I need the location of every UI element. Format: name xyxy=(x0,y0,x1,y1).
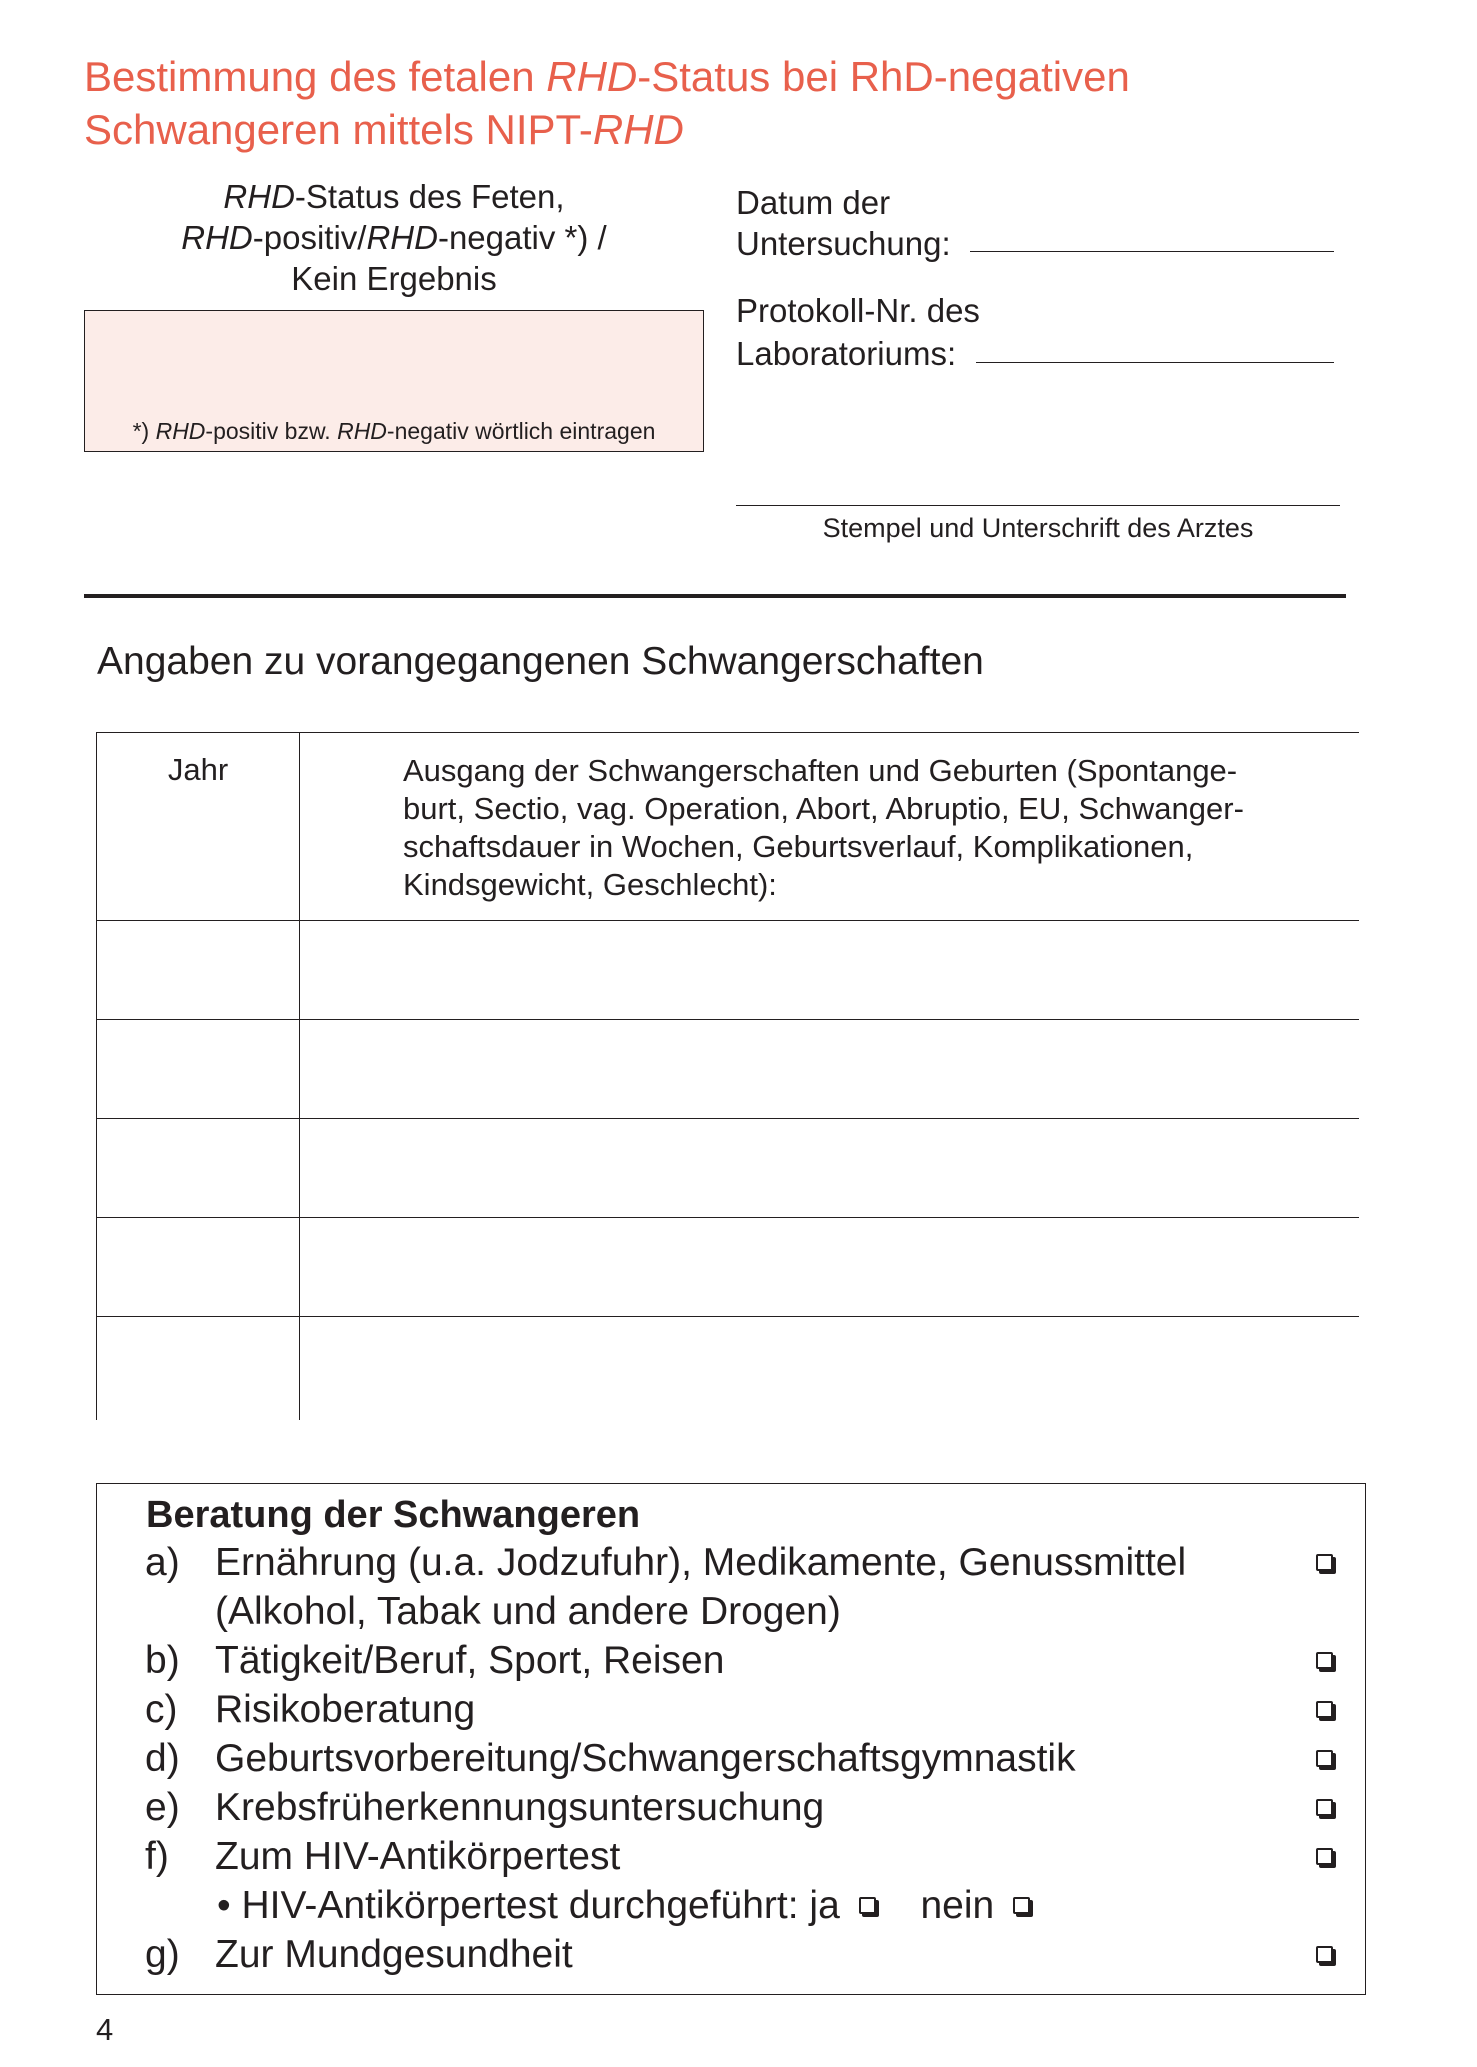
title-line-2: Schwangeren mittels NIPT-RHD xyxy=(84,106,684,153)
item-b-text: Tätigkeit/Beruf, Sport, Reisen xyxy=(215,1639,725,1682)
item-e-label: e) xyxy=(145,1786,180,1829)
item-a-text: Ernährung (u.a. Jodzufuhr), Medikamente, Genussmittel xyxy=(215,1541,1187,1584)
section-divider xyxy=(84,594,1346,598)
protocol-label-2: Laboratoriums: xyxy=(736,335,957,372)
page-number: 4 xyxy=(96,2012,114,2047)
protocol-label: Protokoll-Nr. des xyxy=(736,292,980,329)
table-row-4-outcome-cell[interactable] xyxy=(301,1219,1359,1315)
item-c-checkbox[interactable] xyxy=(1316,1701,1333,1718)
table-row-1-outcome-cell[interactable] xyxy=(301,922,1359,1018)
column-header-outcome: Ausgang der Schwangerschaften und Geburten (Spontange- burt, Sectio, vag. Operation, Abort, Abruptio, EU, Schwanger- schaftsdauer in Wochen, Geburtsverlauf, Komplikationen, Kindsgewicht, Geschlecht): xyxy=(403,753,1244,902)
item-c-label: c) xyxy=(145,1688,178,1731)
item-a-checkbox[interactable] xyxy=(1316,1554,1333,1571)
title-line-1: Bestimmung des fetalen RHD-Status bei RhD-negativen xyxy=(84,53,1130,100)
hiv-test-yes-checkbox[interactable] xyxy=(859,1897,876,1914)
protocol-input-line[interactable] xyxy=(976,362,1334,363)
table-column-divider xyxy=(299,732,300,1420)
table-row-border xyxy=(96,1316,1359,1317)
hiv-test-sub-item: • HIV-Antikörpertest durchgeführt: ja nein xyxy=(217,1881,1030,1930)
signature-line[interactable] xyxy=(736,505,1340,506)
item-f-label: f) xyxy=(145,1835,169,1878)
item-g-checkbox[interactable] xyxy=(1316,1946,1333,1963)
item-b-checkbox[interactable] xyxy=(1316,1652,1333,1669)
table-row-border xyxy=(96,1019,1359,1020)
previous-pregnancies-table xyxy=(96,732,1359,1420)
rhd-status-note: *) RHD-positiv bzw. RHD-negativ wörtlich eintragen xyxy=(132,418,656,444)
exam-fields xyxy=(736,182,980,374)
page-title xyxy=(84,50,1130,156)
table-row-2-year-cell[interactable] xyxy=(96,1021,298,1117)
table-top-border xyxy=(96,732,1359,733)
item-a-label: a) xyxy=(145,1541,180,1584)
table-row-5-outcome-cell[interactable] xyxy=(301,1318,1359,1418)
item-c-text: Risikoberatung xyxy=(215,1688,476,1731)
column-header-year: Jahr xyxy=(167,752,229,787)
rhd-status-field[interactable] xyxy=(84,310,704,452)
date-input-line[interactable] xyxy=(970,251,1334,252)
table-row-4-year-cell[interactable] xyxy=(96,1219,298,1315)
item-e-checkbox[interactable] xyxy=(1316,1799,1333,1816)
item-e-text: Krebsfrüherkennungsuntersuchung xyxy=(215,1786,825,1829)
table-row-2-outcome-cell[interactable] xyxy=(301,1021,1359,1117)
item-d-checkbox[interactable] xyxy=(1316,1750,1333,1767)
item-b-label: b) xyxy=(145,1639,180,1682)
item-d-label: d) xyxy=(145,1737,180,1780)
item-f-text: Zum HIV-Antikörpertest xyxy=(215,1835,621,1878)
item-f-checkbox[interactable] xyxy=(1316,1848,1333,1865)
previous-pregnancies-title: Angaben zu vorangegangenen Schwangerschaften xyxy=(97,640,984,683)
date-label-2: Untersuchung: xyxy=(736,225,951,262)
table-row-border xyxy=(96,1217,1359,1218)
counseling-box xyxy=(96,1483,1366,1995)
item-a-text-2: (Alkohol, Tabak und andere Drogen) xyxy=(215,1590,841,1633)
table-row-1-year-cell[interactable] xyxy=(96,922,298,1018)
item-d-text: Geburtsvorbereitung/Schwangerschaftsgymnastik xyxy=(215,1737,1076,1780)
date-label: Datum der xyxy=(736,184,891,221)
table-row-5-year-cell[interactable] xyxy=(96,1318,298,1418)
item-g-text: Zur Mundgesundheit xyxy=(215,1933,573,1976)
hiv-test-no-checkbox[interactable] xyxy=(1013,1897,1030,1914)
table-row-border xyxy=(96,1118,1359,1119)
table-header-border xyxy=(96,920,1359,921)
signature-label: Stempel und Unterschrift des Arztes xyxy=(822,513,1254,543)
table-row-3-year-cell[interactable] xyxy=(96,1120,298,1216)
item-g-label: g) xyxy=(145,1933,180,1976)
rhd-status-label: RHD-Status des Feten, RHD-positiv/RHD-negativ *) / Kein Ergebnis xyxy=(181,178,607,297)
counseling-title: Beratung der Schwangeren xyxy=(146,1494,641,1536)
table-row-3-outcome-cell[interactable] xyxy=(301,1120,1359,1216)
